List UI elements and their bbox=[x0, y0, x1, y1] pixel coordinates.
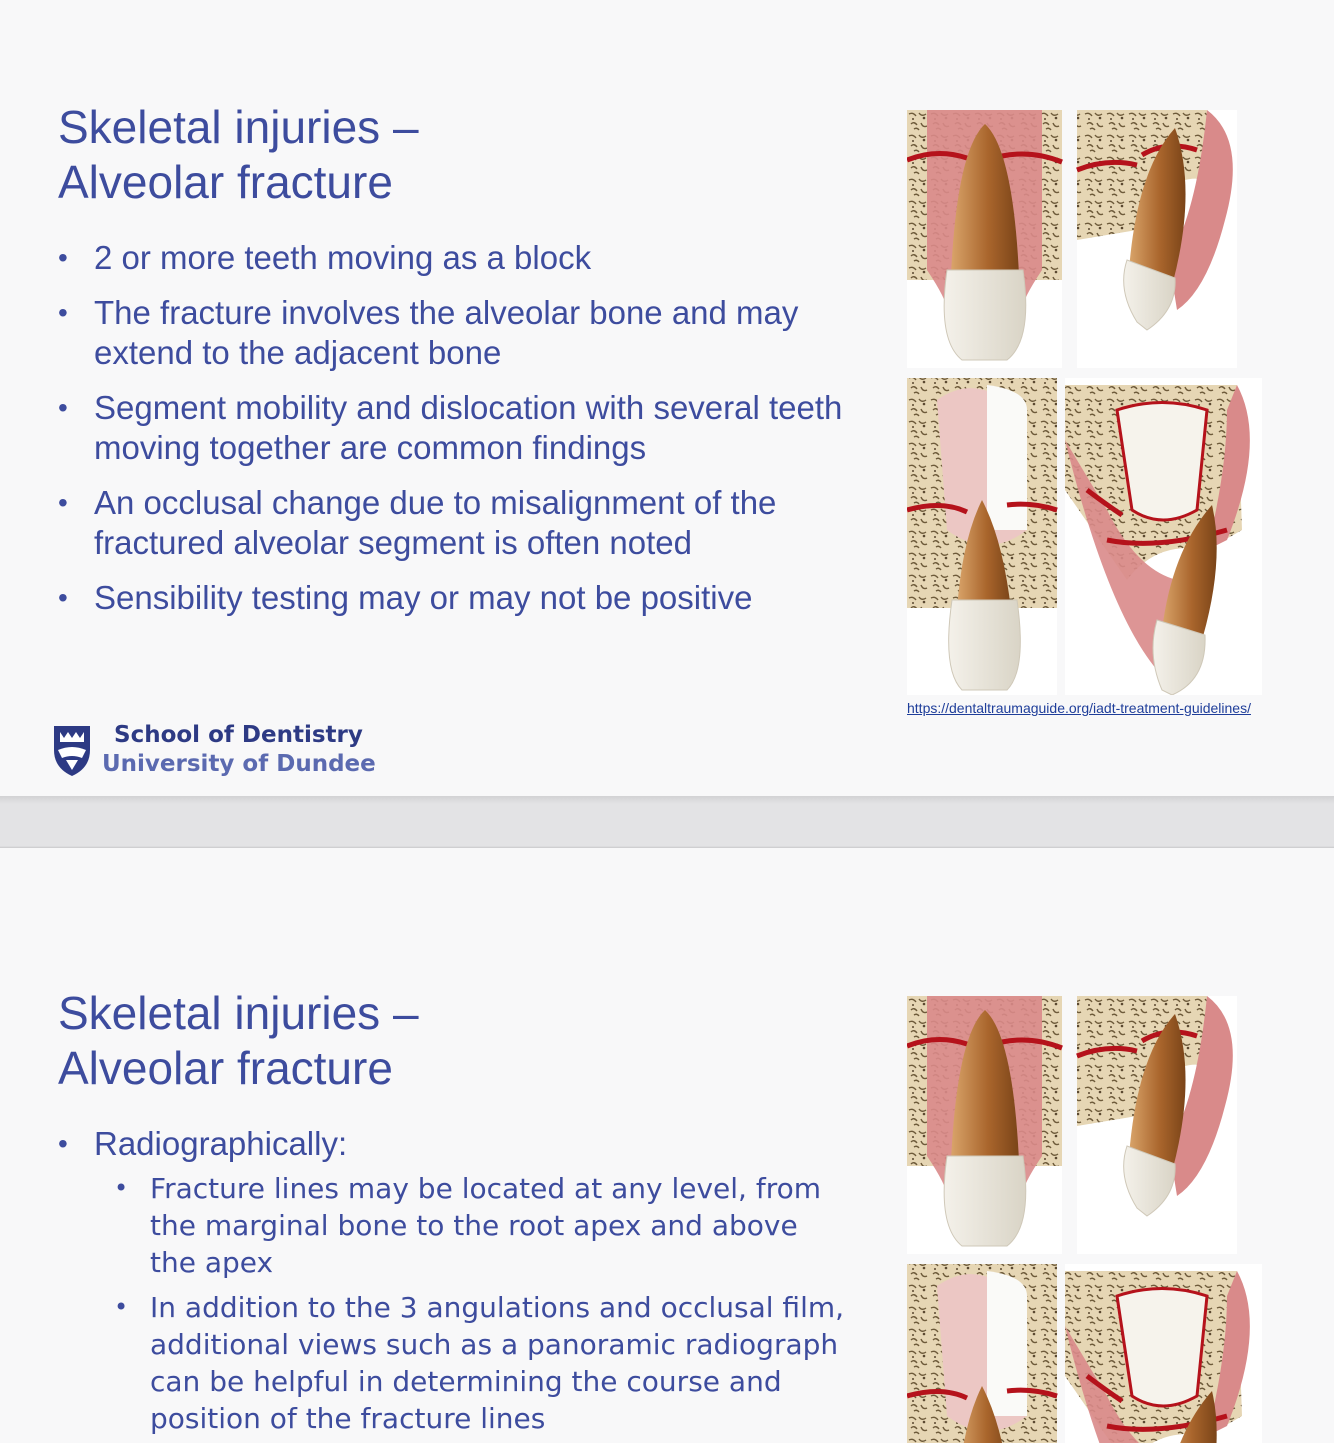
slide-2 bbox=[0, 848, 1334, 1443]
sub-bullet-item: • Fracture lines may be located at any level, from the marginal bone to the root apex and above the apex bbox=[94, 1170, 848, 1281]
title-line-2: Alveolar fracture bbox=[58, 1042, 393, 1094]
title-line-1: Skeletal injuries – bbox=[58, 987, 419, 1039]
bullet-item: • Sensibility testing may or may not be positive bbox=[58, 578, 848, 618]
logo-line-2: University of Dundee bbox=[102, 751, 376, 777]
bullet-item: • The fracture involves the alveolar bone and may extend to the adjacent bone bbox=[58, 293, 848, 373]
sub-bullet-item: • In addition to the 3 angulations and occlusal film, additional views such as a panoramic radiograph can be helpful in determining the course and position of the fracture lines bbox=[94, 1289, 848, 1437]
bullet-text: Radiographically: bbox=[94, 1125, 348, 1162]
title-line-2: Alveolar fracture bbox=[58, 156, 393, 208]
bullet-item: • 2 or more teeth moving as a block bbox=[58, 238, 848, 278]
bullet-item: • An occlusal change due to misalignment of the fractured alveolar segment is often noted bbox=[58, 483, 848, 563]
logo-line-1: School of Dentistry bbox=[114, 722, 363, 748]
source-link[interactable]: https://dentaltraumaguide.org/iadt-treatment-guidelines/ bbox=[907, 700, 1251, 716]
slide-separator bbox=[0, 796, 1334, 848]
university-logo bbox=[52, 722, 392, 782]
slide-title bbox=[58, 100, 419, 210]
bullet-item bbox=[58, 1124, 848, 1437]
sub-bullet-list bbox=[94, 1170, 848, 1437]
slide-title bbox=[58, 986, 419, 1096]
alveolar-fracture-illustration bbox=[907, 110, 1262, 695]
alveolar-fracture-illustration bbox=[907, 996, 1262, 1443]
bullet-list bbox=[58, 1124, 848, 1443]
bullet-item: • Segment mobility and dislocation with several teeth moving together are common findings bbox=[58, 388, 848, 468]
bullet-list bbox=[58, 238, 848, 633]
crest-icon bbox=[52, 724, 92, 778]
title-line-1: Skeletal injuries – bbox=[58, 101, 419, 153]
